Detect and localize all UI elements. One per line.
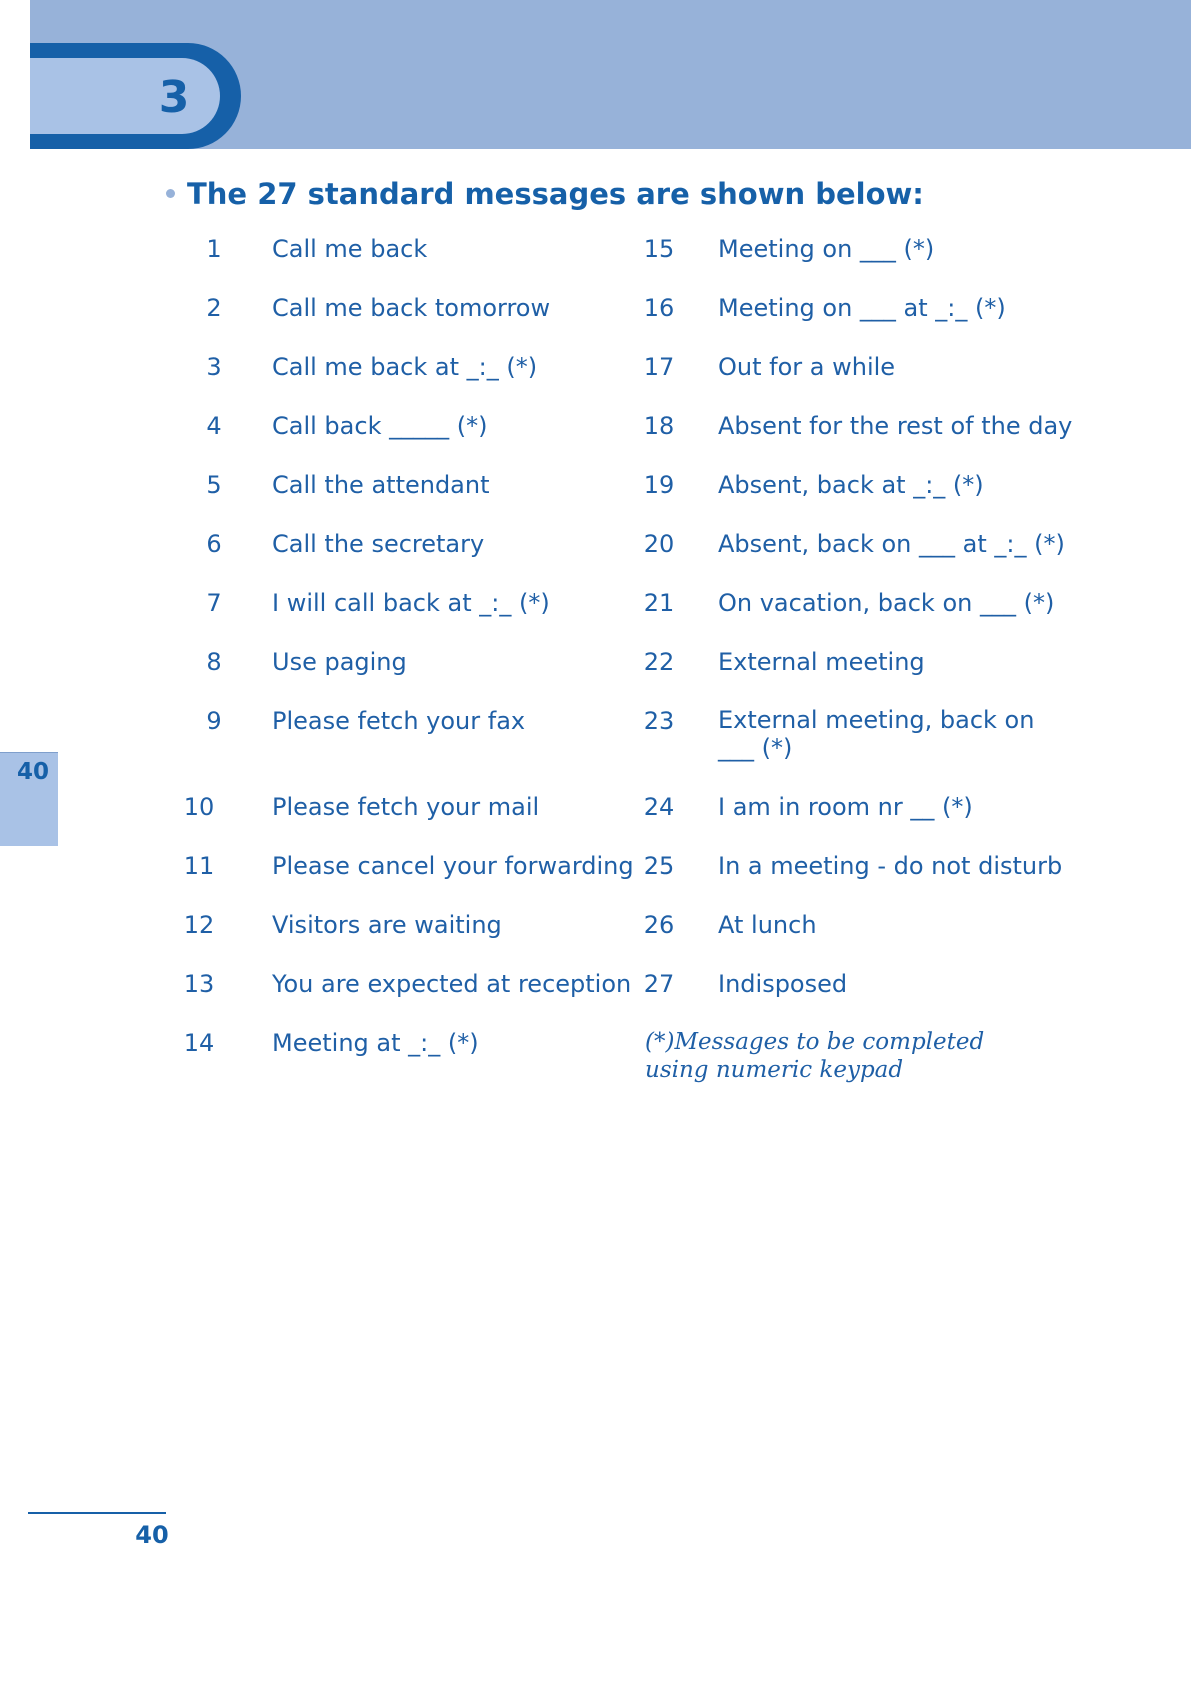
message-text: External meeting [718, 648, 925, 676]
message-text: I will call back at _:_ (*) [272, 589, 550, 617]
message-text: Visitors are waiting [272, 911, 502, 939]
message-number: 25 [643, 852, 675, 880]
message-number: 20 [643, 530, 675, 558]
message-text: Call me back [272, 235, 428, 263]
message-number: 15 [643, 235, 675, 263]
message-text: Call the attendant [272, 471, 490, 499]
message-text: Call me back at _:_ (*) [272, 353, 538, 381]
message-text: Use paging [272, 648, 407, 676]
message-number: 6 [206, 530, 222, 558]
message-number: 9 [206, 707, 222, 735]
footnote: (*)Messages to be completed using numeric keypad [645, 1029, 985, 1083]
message-text: Please fetch your mail [272, 793, 540, 821]
message-text: Meeting at _:_ (*) [272, 1029, 479, 1057]
message-text: Call the secretary [272, 530, 485, 558]
message-number: 7 [206, 589, 222, 617]
message-number: 17 [643, 353, 675, 381]
message-text: Meeting on ___ at _:_ (*) [718, 294, 1006, 322]
message-number: 23 [643, 707, 675, 735]
message-number: 8 [206, 648, 222, 676]
message-number: 5 [206, 471, 222, 499]
message-text: Call me back tomorrow [272, 294, 551, 322]
footer-divider [28, 1512, 166, 1514]
message-number: 12 [183, 911, 215, 939]
message-text: External meeting, back on ___ (*) [718, 706, 1035, 762]
message-number: 14 [183, 1029, 215, 1057]
message-text: Indisposed [718, 970, 848, 998]
message-text: Please fetch your fax [272, 707, 526, 735]
message-text: I am in room nr __ (*) [718, 793, 973, 821]
message-text: You are expected at reception [272, 970, 632, 998]
message-text: Out for a while [718, 353, 896, 381]
message-number: 4 [206, 412, 222, 440]
message-number: 16 [643, 294, 675, 322]
side-tab-divider [0, 752, 58, 753]
message-text: Meeting on ___ (*) [718, 235, 935, 263]
message-text: On vacation, back on ___ (*) [718, 589, 1055, 617]
message-number: 24 [643, 793, 675, 821]
section-title [166, 172, 924, 216]
message-text: In a meeting - do not disturb [718, 852, 1063, 880]
section-title-text: The 27 standard messages are shown below: [187, 177, 924, 211]
message-text: Please cancel your forwarding [272, 852, 634, 880]
message-text: Call back _____ (*) [272, 412, 488, 440]
message-text: Absent, back at _:_ (*) [718, 471, 984, 499]
message-number: 2 [206, 294, 222, 322]
message-number: 22 [643, 648, 675, 676]
message-number: 26 [643, 911, 675, 939]
message-number: 1 [206, 235, 222, 263]
footer-page-number: 40 [135, 1521, 169, 1549]
message-number: 18 [643, 412, 675, 440]
chapter-number: 3 [158, 72, 190, 123]
message-text: Absent, back on ___ at _:_ (*) [718, 530, 1065, 558]
message-text: At lunch [718, 911, 817, 939]
message-number: 13 [183, 970, 215, 998]
message-number: 3 [206, 353, 222, 381]
message-number: 19 [643, 471, 675, 499]
message-number: 27 [643, 970, 675, 998]
side-page-number: 40 [16, 759, 49, 785]
message-text: Absent for the rest of the day [718, 412, 1073, 440]
message-number: 11 [183, 852, 215, 880]
message-number: 21 [643, 589, 675, 617]
message-number: 10 [183, 793, 215, 821]
bullet-icon [166, 189, 175, 198]
